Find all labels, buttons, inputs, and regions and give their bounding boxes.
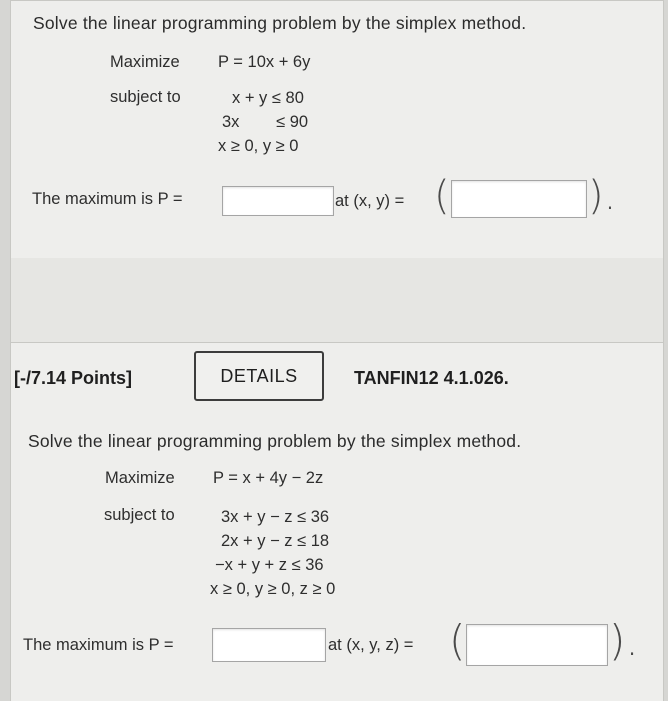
problem-1-objective: P = 10x + 6y bbox=[218, 53, 311, 71]
problem-2-point-input[interactable] bbox=[466, 624, 608, 666]
problem-1-constraint-2: 3x ≤ 90 bbox=[222, 113, 309, 131]
problem-1-answer-label: The maximum is P = bbox=[32, 190, 183, 208]
problem-1-constraint-1: x + y ≤ 80 bbox=[232, 89, 304, 107]
problem-2-title: Solve the linear programming problem by the simplex method. bbox=[28, 431, 522, 451]
problem-2-max-p-input[interactable] bbox=[212, 628, 326, 662]
problem-2-point-label: at (x, y, z) = bbox=[328, 636, 414, 654]
problem-1-subject-label: subject to bbox=[110, 88, 181, 106]
problem-1-point-input[interactable] bbox=[451, 180, 587, 218]
problem-2-code: TANFIN12 4.1.026. bbox=[354, 368, 509, 388]
details-button[interactable]: DETAILS bbox=[194, 351, 324, 401]
problem-1-constraint-3: x ≥ 0, y ≥ 0 bbox=[218, 137, 299, 155]
problem-2-constraint-3: −x + y + z ≤ 36 bbox=[215, 556, 324, 574]
problem-1-card bbox=[10, 0, 664, 260]
problem-2-open-paren: ( bbox=[449, 616, 466, 665]
problem-1-title: Solve the linear programming problem by the simplex method. bbox=[33, 13, 527, 33]
problem-1-close-paren: ). bbox=[588, 173, 617, 219]
problem-2-points: [-/7.14 Points] bbox=[14, 368, 133, 388]
problem-1-open-paren: ( bbox=[434, 173, 450, 219]
problem-1-max-p-input[interactable] bbox=[222, 186, 334, 216]
problem-2-answer-label: The maximum is P = bbox=[23, 636, 174, 654]
problem-2-maximize-label: Maximize bbox=[105, 469, 175, 487]
problem-2-constraint-1: 3x + y − z ≤ 36 bbox=[221, 508, 330, 526]
problem-1-point-label: at (x, y) = bbox=[335, 192, 405, 210]
problem-2-subject-label: subject to bbox=[104, 506, 175, 524]
problem-1-maximize-label: Maximize bbox=[110, 53, 180, 71]
problem-2-close-paren: ). bbox=[609, 616, 639, 665]
problem-2-constraint-4: x ≥ 0, y ≥ 0, z ≥ 0 bbox=[210, 580, 336, 598]
problem-2-constraint-2: 2x + y − z ≤ 18 bbox=[221, 532, 330, 550]
problem-2-objective: P = x + 4y − 2z bbox=[213, 469, 324, 487]
problem-separator bbox=[10, 258, 664, 342]
